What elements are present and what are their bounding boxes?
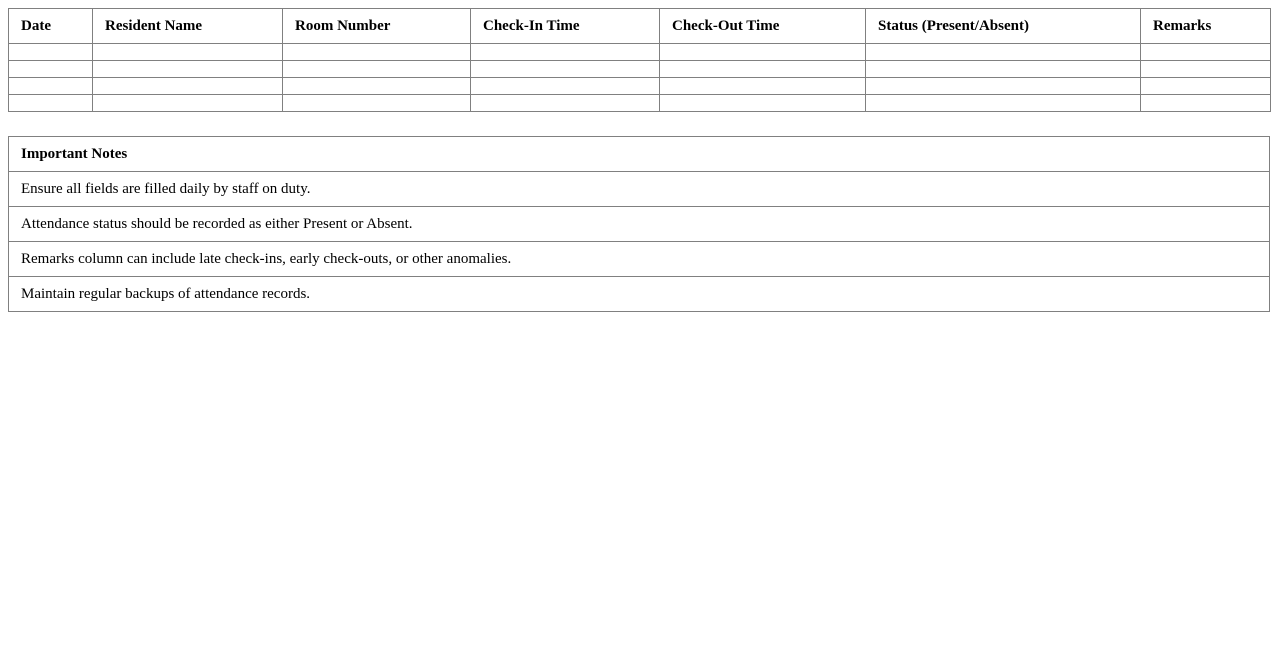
- list-item: [9, 277, 1270, 312]
- table-cell: [866, 61, 1141, 78]
- important-notes-table: [8, 136, 1270, 312]
- list-item: [9, 207, 1270, 242]
- note-text: Maintain regular backups of attendance records.: [9, 277, 1270, 312]
- column-header-room-number: Room Number: [283, 9, 471, 44]
- list-item: [9, 242, 1270, 277]
- table-cell: [1141, 61, 1271, 78]
- table-cell: [93, 95, 283, 112]
- column-header-date: Date: [9, 9, 93, 44]
- list-item: [9, 172, 1270, 207]
- table-cell: [471, 78, 660, 95]
- table-cell: [93, 44, 283, 61]
- table-header-row: [9, 9, 1271, 44]
- column-header-check-out-time: Check-Out Time: [660, 9, 866, 44]
- table-cell: [471, 61, 660, 78]
- table-row: [9, 61, 1271, 78]
- column-header-resident-name: Resident Name: [93, 9, 283, 44]
- column-header-check-in-time: Check-In Time: [471, 9, 660, 44]
- table-cell: [283, 95, 471, 112]
- notes-title: Important Notes: [9, 137, 1270, 172]
- table-cell: [660, 61, 866, 78]
- table-cell: [660, 95, 866, 112]
- table-cell: [471, 44, 660, 61]
- table-row: [9, 78, 1271, 95]
- table-row: [9, 44, 1271, 61]
- table-cell: [283, 44, 471, 61]
- table-cell: [1141, 44, 1271, 61]
- table-cell: [866, 78, 1141, 95]
- table-cell: [866, 44, 1141, 61]
- table-cell: [660, 78, 866, 95]
- table-cell: [9, 95, 93, 112]
- note-text: Ensure all fields are filled daily by staff on duty.: [9, 172, 1270, 207]
- column-header-remarks: Remarks: [1141, 9, 1271, 44]
- table-cell: [283, 78, 471, 95]
- attendance-table: [8, 8, 1271, 112]
- notes-header-row: [9, 137, 1270, 172]
- table-cell: [9, 61, 93, 78]
- table-cell: [866, 95, 1141, 112]
- note-text: Remarks column can include late check-ins, early check-outs, or other anomalies.: [9, 242, 1270, 277]
- table-cell: [1141, 78, 1271, 95]
- table-row: [9, 95, 1271, 112]
- note-text: Attendance status should be recorded as either Present or Absent.: [9, 207, 1270, 242]
- table-cell: [1141, 95, 1271, 112]
- table-cell: [9, 78, 93, 95]
- page-content: [8, 8, 1270, 312]
- table-cell: [9, 44, 93, 61]
- table-cell: [93, 78, 283, 95]
- table-cell: [93, 61, 283, 78]
- table-cell: [660, 44, 866, 61]
- table-cell: [471, 95, 660, 112]
- table-cell: [283, 61, 471, 78]
- column-header-status: Status (Present/Absent): [866, 9, 1141, 44]
